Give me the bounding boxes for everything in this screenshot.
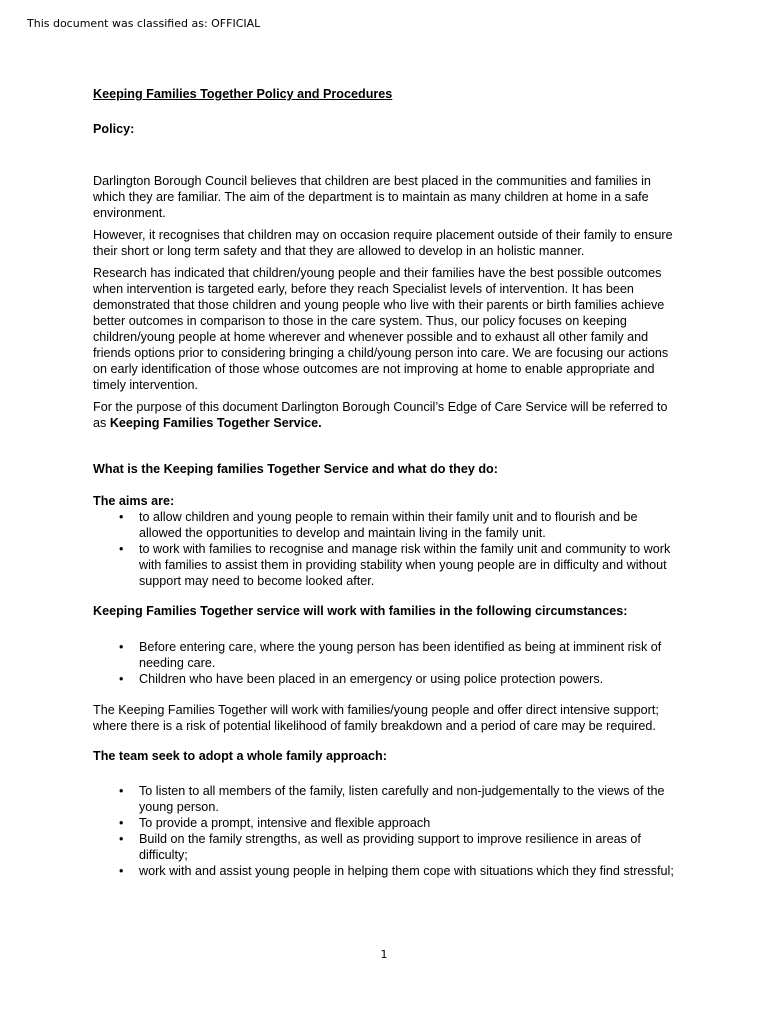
circumstances-list <box>93 639 683 687</box>
bullet: • <box>119 640 124 654</box>
document-body <box>93 86 683 879</box>
circumstances-heading: Keeping Families Together service will work with families in the following circumstances: <box>93 604 628 618</box>
purpose-paragraph <box>93 399 683 431</box>
document-title: Keeping Families Together Policy and Procedures <box>93 87 393 101</box>
list-item-text: To provide a prompt, intensive and flexible approach <box>139 816 431 830</box>
aims-list <box>93 509 683 589</box>
list-item <box>93 671 683 687</box>
list-item-text: to allow children and young people to remain within their family unit and to flourish and be allowed the opportunities to develop and maintain living in the family unit. <box>139 510 638 540</box>
support-paragraph: The Keeping Families Together will work with families/young people and offer direct intensive support; where there is a risk of potential likelihood of family breakdown and a period of care may be required. <box>93 703 659 733</box>
service-name: Keeping Families Together Service. <box>109 416 322 430</box>
bullet: • <box>119 832 124 846</box>
classification-label: This document was classified as: OFFICIAL <box>27 17 261 30</box>
approach-heading: The team seek to adopt a whole family approach: <box>93 749 387 763</box>
list-item <box>93 541 683 589</box>
list-item <box>93 815 683 831</box>
list-item <box>93 639 683 671</box>
section-heading: What is the Keeping families Together Service and what do they do: <box>93 462 498 476</box>
bullet: • <box>119 816 124 830</box>
policy-heading: Policy: <box>93 122 135 136</box>
bullet: • <box>119 542 124 556</box>
list-item <box>93 783 683 815</box>
list-item-text: Build on the family strengths, as well as providing support to improve resilience in areas of difficulty; <box>139 832 641 862</box>
list-item <box>93 831 683 863</box>
bullet: • <box>119 672 124 686</box>
list-item-text: work with and assist young people in helping them cope with situations which they find stressful; <box>139 864 674 878</box>
purpose-text: For the purpose of this document Darlington Borough Council’s Edge of Care Service will be referred to as <box>93 400 668 430</box>
bullet: • <box>119 510 124 524</box>
list-item-text: to work with families to recognise and manage risk within the family unit and community to work with families to assist them in providing stability when young people are in difficulty and without support may need to become looked after. <box>139 542 671 588</box>
list-item-text: Before entering care, where the young person has been identified as being at imminent risk of needing care. <box>139 640 662 670</box>
bullet: • <box>119 784 124 798</box>
bullet: • <box>119 864 124 878</box>
paragraph: Darlington Borough Council believes that children are best placed in the communities and families in which they are familiar. The aim of the department is to maintain as many children at home in a safe environment. <box>93 174 651 220</box>
list-item-text: To listen to all members of the family, listen carefully and non-judgementally to the views of the young person. <box>139 784 665 814</box>
list-item-text: Children who have been placed in an emergency or using police protection powers. <box>139 672 604 686</box>
paragraph: However, it recognises that children may on occasion require placement outside of their family to ensure their short or long term safety and that they are allowed to develop in an holistic manner. <box>93 228 673 258</box>
page-number: 1 <box>380 948 388 961</box>
approach-list <box>93 783 683 879</box>
aims-heading: The aims are: <box>93 494 175 508</box>
list-item <box>93 509 683 541</box>
paragraph: Research has indicated that children/young people and their families have the best possible outcomes when intervention is targeted early, before they reach Specialist levels of intervention. It has been demonstrated that those children and young people who live with their parents or birth families achieve better outcomes in comparison to those in the care system. Thus, our policy focuses on keeping children/young people at home wherever and whenever possible and to exhaust all other family and friends options prior to considering bringing a child/young person into care. We are focusing our actions on early identification of those whose outcomes are not improving at home to enable appropriate and timely intervention. <box>93 266 669 392</box>
list-item <box>93 863 683 879</box>
